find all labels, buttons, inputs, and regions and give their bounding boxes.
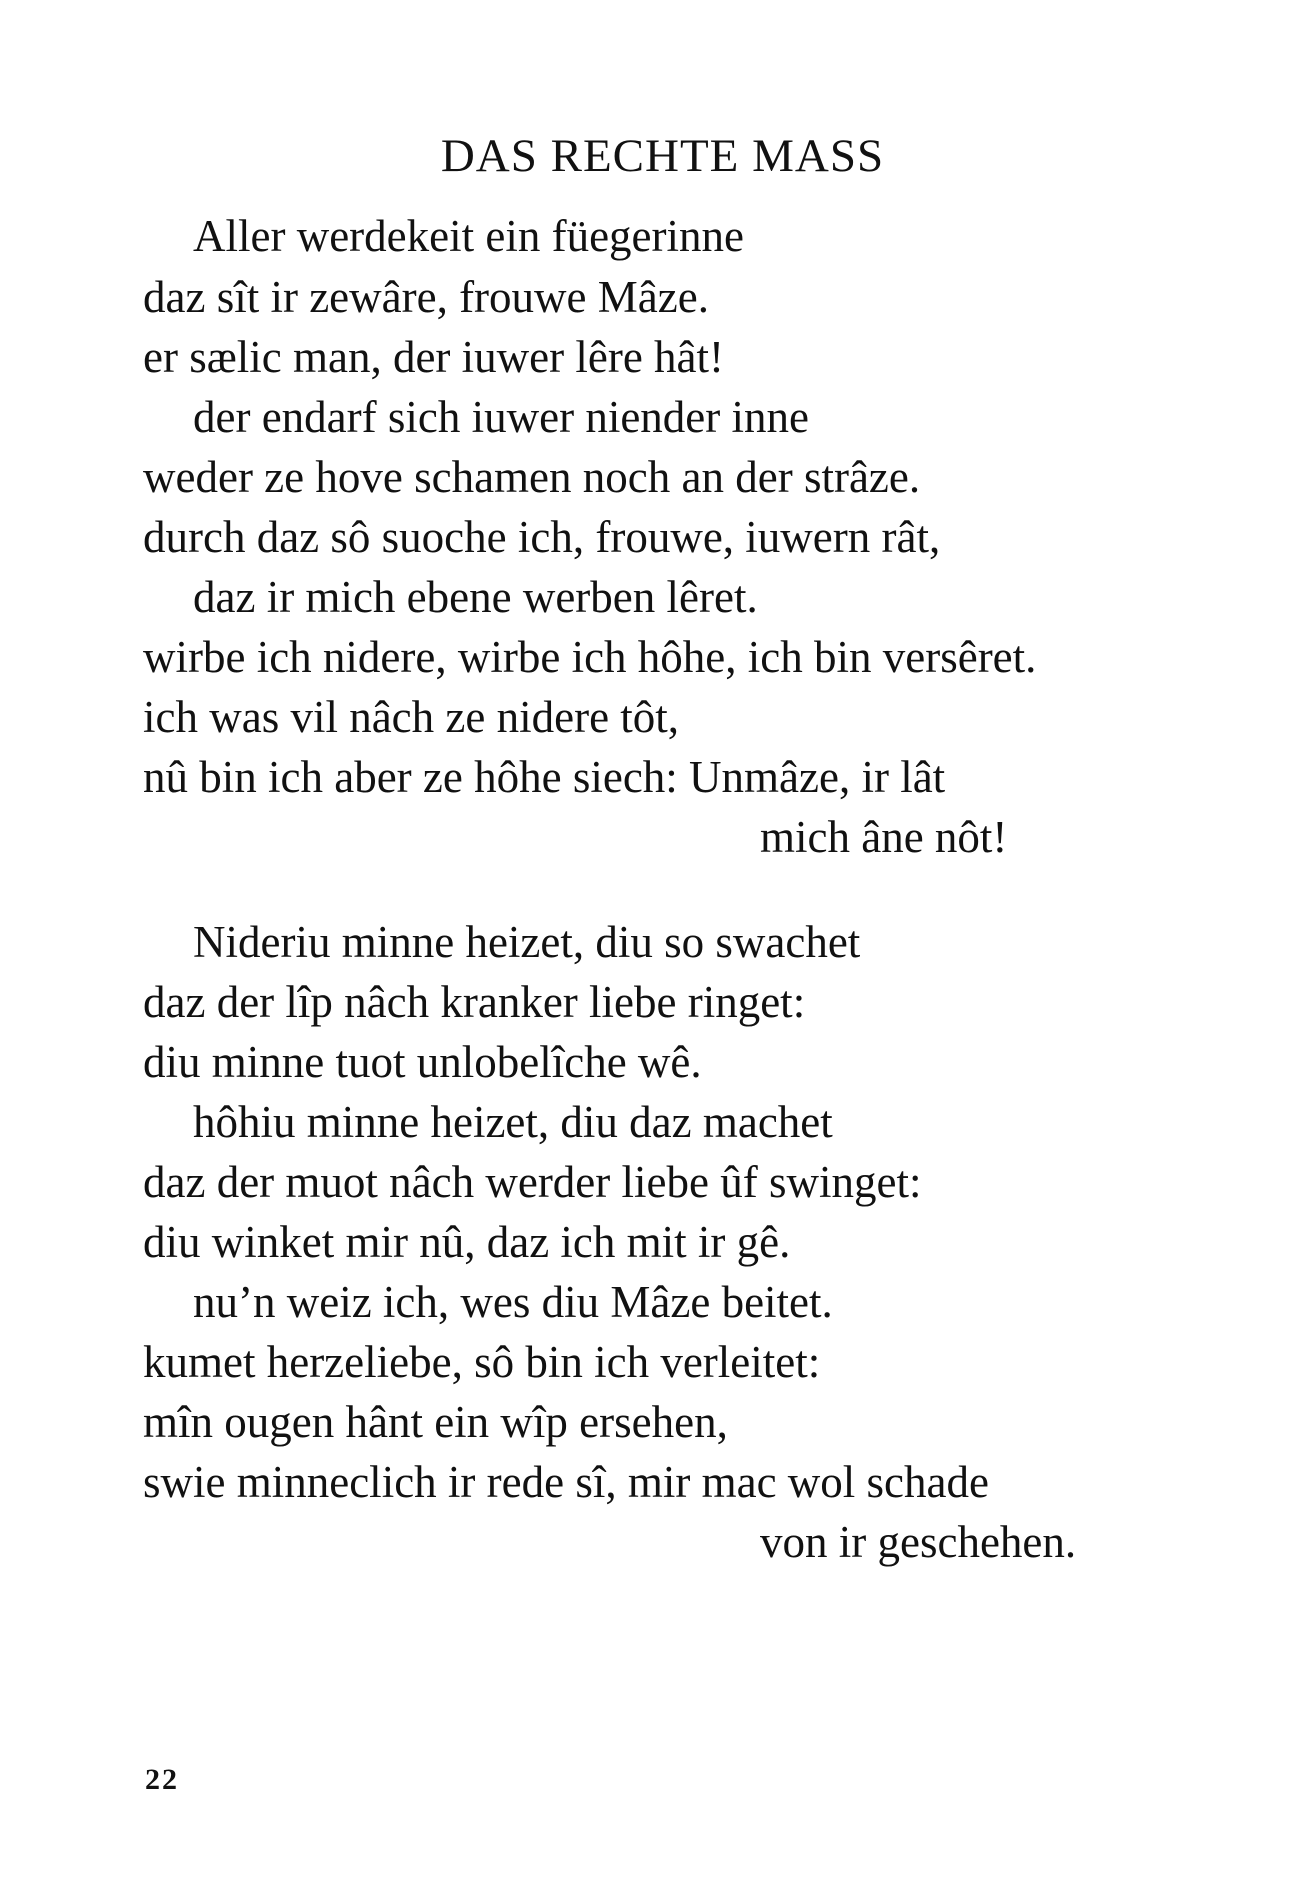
stanza1-line-8: wirbe ich nidere, wirbe ich hôhe, ich bin versêret. (143, 632, 1037, 682)
stanza1-line-10: nû bin ich aber ze hôhe siech: Unmâze, ir lât (143, 752, 946, 802)
stanza2-line-8: kumet herzeliebe, sô bin ich verleitet: (143, 1337, 821, 1387)
stanza2-line-3: diu minne tuot unlobelîche wê. (143, 1037, 702, 1087)
stanza1-line-3: er sælic man, der iuwer lêre hât! (143, 332, 725, 382)
stanza1-line-2: daz sît ir zewâre, frouwe Mâze. (143, 272, 709, 322)
stanza1-line-4: der endarf sich iuwer niender inne (193, 392, 809, 442)
stanza2-line-10: swie minneclich ir rede sî, mir mac wol schade (143, 1457, 989, 1507)
stanza2-line-1: Nideriu minne heizet, diu so swachet (193, 917, 861, 967)
stanza1-line-7: daz ir mich ebene werben lêret. (193, 572, 758, 622)
stanza2-line-2: daz der lîp nâch kranker liebe ringet: (143, 977, 806, 1027)
stanza1-line-11: mich âne nôt! (760, 812, 1008, 862)
stanza1-line-5: weder ze hove schamen noch an der strâze. (143, 452, 921, 502)
stanza2-line-9: mîn ougen hânt ein wîp ersehen, (143, 1397, 728, 1447)
stanza2-line-5: daz der muot nâch werder liebe ûf swinget: (143, 1157, 922, 1207)
stanza1-line-9: ich was vil nâch ze nidere tôt, (143, 692, 680, 742)
stanza2-line-4: hôhiu minne heizet, diu daz machet (193, 1097, 833, 1147)
stanza2-line-11: von ir geschehen. (760, 1517, 1077, 1567)
stanza1-line-6: durch daz sô suoche ich, frouwe, iuwern rât, (143, 512, 941, 562)
stanza2-line-7: nu’n weiz ich, wes diu Mâze beitet. (193, 1277, 833, 1327)
stanza1-line-1: Aller werdekeit ein füegerinne (193, 211, 744, 261)
poem-title: DAS RECHTE MASS (440, 130, 885, 182)
page-number: 22 (145, 1763, 179, 1796)
stanza2-line-6: diu winket mir nû, daz ich mit ir gê. (143, 1217, 791, 1267)
